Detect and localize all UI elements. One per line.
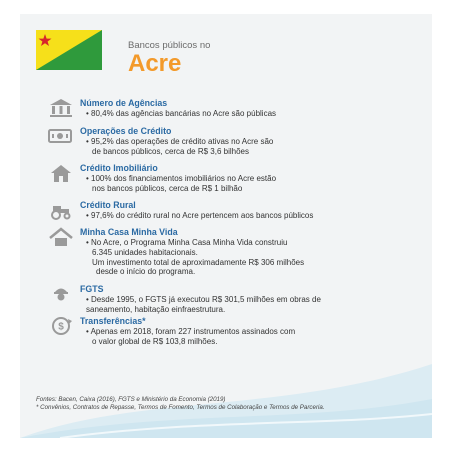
section-line: • No Acre, o Programa Minha Casa Minha Vida construiu <box>86 238 288 247</box>
section-fgts <box>80 284 400 315</box>
house-icon <box>48 163 74 183</box>
section-title: Operações de Crédito <box>80 126 172 136</box>
money-bill-icon <box>48 126 74 146</box>
page-title: Acre <box>128 50 182 77</box>
header-subtitle: Bancos públicos no <box>128 40 211 51</box>
section-title: Crédito Rural <box>80 200 136 210</box>
money-transfer-icon <box>48 316 74 336</box>
section-line: o valor global de R$ 103,8 milhões. <box>92 336 218 346</box>
section-line: de bancos públicos, cerca de R$ 3,6 bilhões <box>92 146 249 156</box>
section-line: • 80,4% das agências bancárias no Acre são públicas <box>86 109 277 118</box>
footer-notes <box>36 396 325 412</box>
section-agencias <box>80 98 400 119</box>
section-line: • Desde 1995, o FGTS já executou R$ 301,5 milhões em obras de <box>86 295 321 304</box>
section-mcmv <box>80 227 400 277</box>
section-line: • 95,2% das operações de crédito ativas no Acre são <box>86 137 274 146</box>
section-operacoes <box>80 126 400 157</box>
footer-note: * Convênios, Contratos de Repasse, Termos de Fomento, Termos de Colaboração e Termos de Parceria. <box>36 404 325 411</box>
infographic-card <box>20 14 432 438</box>
bank-building-icon <box>48 98 74 118</box>
section-rural <box>80 200 400 221</box>
section-line: • 97,6% do crédito rural no Acre pertencem aos bancos públicos <box>86 211 314 220</box>
worker-icon <box>48 284 74 304</box>
home-roof-icon <box>48 227 74 247</box>
section-title: Minha Casa Minha Vida <box>80 227 178 237</box>
section-imobiliario <box>80 163 400 194</box>
section-line: nos bancos públicos, cerca de R$ 1 bilhão <box>92 183 243 193</box>
svg-text:$: $ <box>58 321 64 333</box>
section-title: FGTS <box>80 284 104 294</box>
section-transferencias <box>58 316 400 347</box>
section-line: saneamento, habitação einfraestrutura. <box>86 304 226 314</box>
background-swoosh <box>20 14 432 438</box>
tractor-icon <box>48 200 74 220</box>
section-line: desde o início do programa. <box>96 267 196 277</box>
footer-sources: Fontes: Bacen, Caixa (2016), FGTS e Ministério da Economia (2019) <box>36 396 226 403</box>
section-line: • Apenas em 2018, foram 227 instrumentos assinados com <box>86 327 296 336</box>
section-title: Transferências* <box>80 316 146 326</box>
section-line: Um investimento total de aproximadamente R$ 306 milhões <box>92 257 305 267</box>
acre-flag <box>36 30 102 70</box>
section-title: Número de Agências <box>80 98 168 108</box>
section-title: Crédito Imobiliário <box>80 163 158 173</box>
section-line: 6.345 unidades habitacionais. <box>92 247 198 257</box>
section-line: • 100% dos financiamentos imobiliários no Acre estão <box>86 174 277 183</box>
